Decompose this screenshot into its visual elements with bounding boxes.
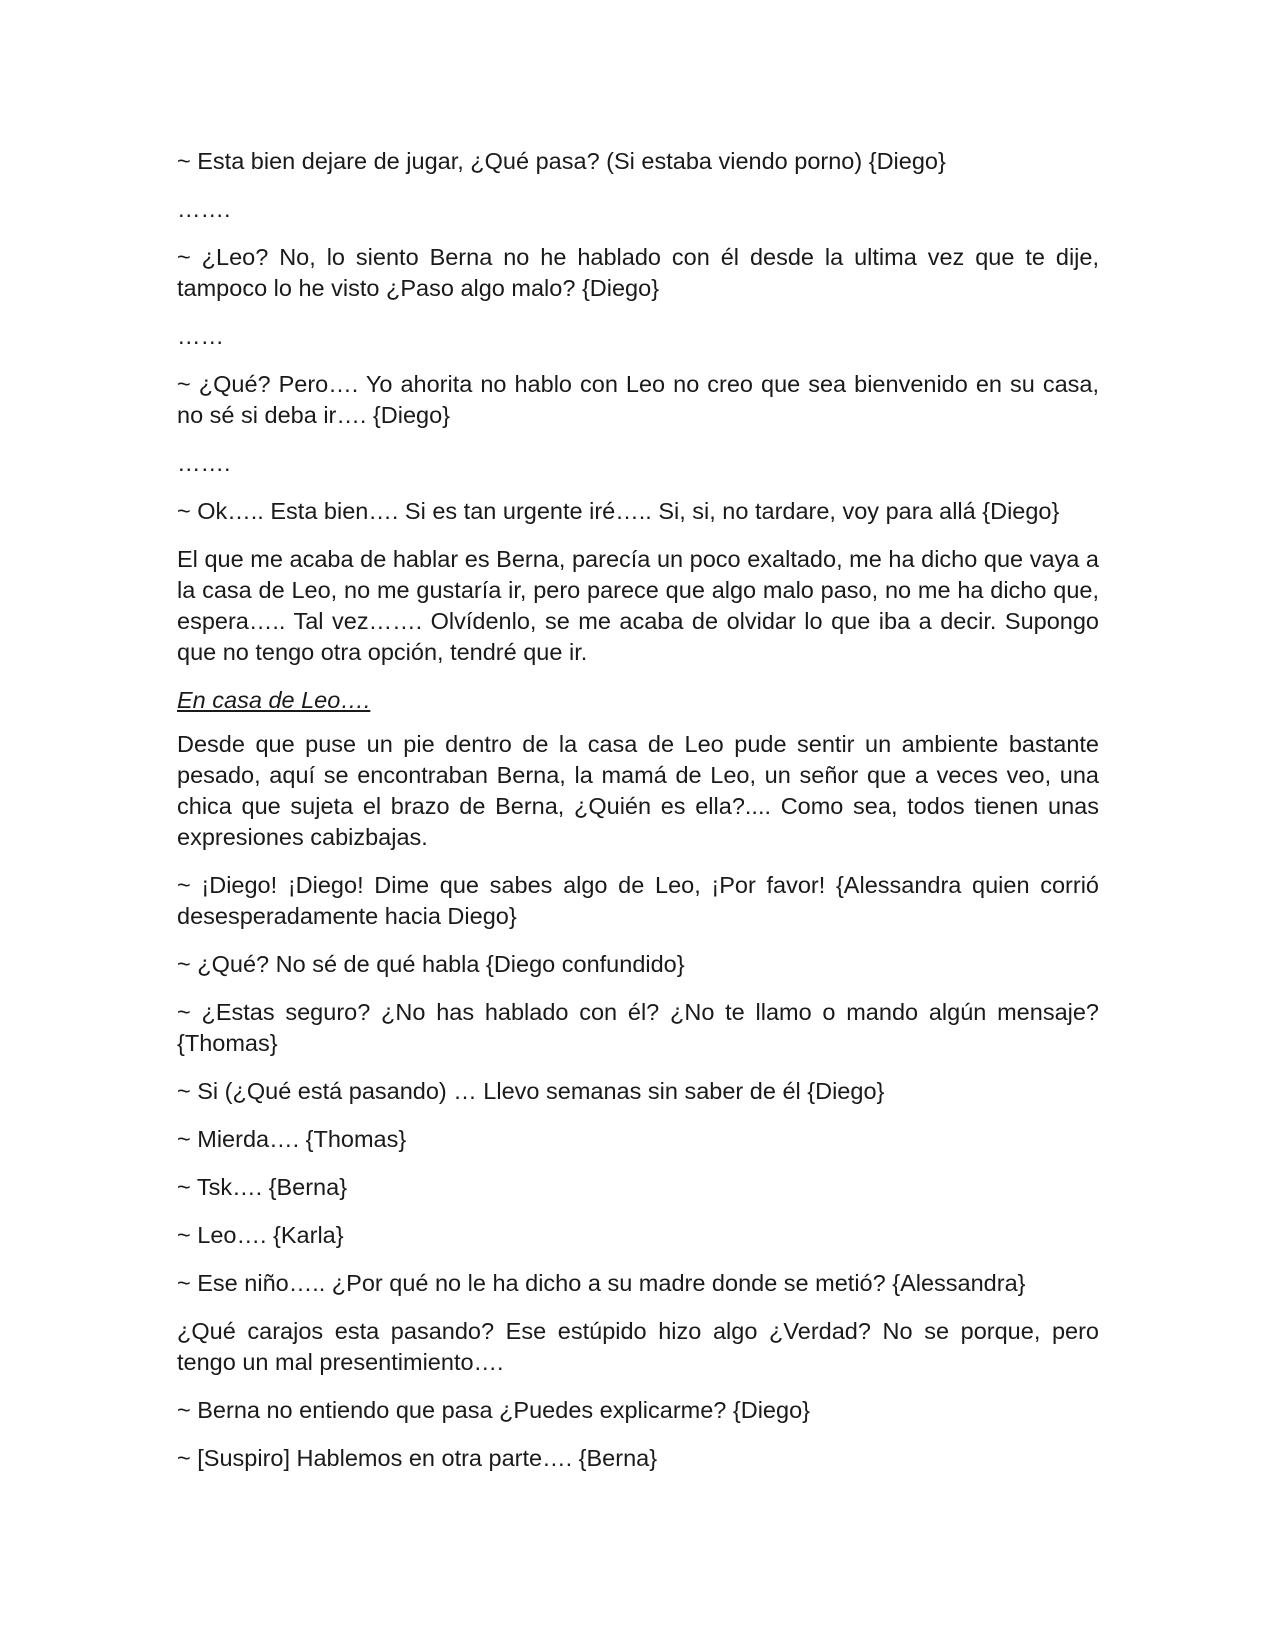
dialogue-line: ~ Esta bien dejare de jugar, ¿Qué pasa? (Si estaba viendo porno) {Diego}	[177, 148, 946, 174]
dialogue-line: ~ Tsk…. {Berna}	[177, 1174, 348, 1200]
dialogue-line: ~ Mierda…. {Thomas}	[177, 1126, 407, 1152]
dialogue-line: ~ Leo…. {Karla}	[177, 1222, 344, 1248]
dialogue-line: ~ ¡Diego! ¡Diego! Dime que sabes algo de Leo, ¡Por favor! {Alessandra quien corrió desesperadamente hacia Diego}	[177, 872, 1099, 929]
dialogue-line: ~ Si (¿Qué está pasando) … Llevo semanas sin saber de él {Diego}	[177, 1078, 885, 1104]
ellipsis-line: ……	[177, 323, 224, 349]
dialogue-line: ~ Berna no entiendo que pasa ¿Puedes explicarme? {Diego}	[177, 1397, 810, 1423]
dialogue-line: ~ ¿Qué? Pero…. Yo ahorita no hablo con Leo no creo que sea bienvenido en su casa, no sé si deba ir…. {Diego}	[177, 371, 1099, 428]
ellipsis-line: …….	[177, 196, 231, 222]
narration-paragraph: ¿Qué carajos esta pasando? Ese estúpido hizo algo ¿Verdad? No se porque, pero tengo un mal presentimiento….	[177, 1318, 1099, 1375]
ellipsis-line: …….	[177, 450, 231, 476]
dialogue-line: ~ Ok….. Esta bien…. Si es tan urgente iré….. Si, si, no tardare, voy para allá {Diego}	[177, 498, 1060, 524]
dialogue-line: ~ [Suspiro] Hablemos en otra parte…. {Berna}	[177, 1445, 658, 1471]
dialogue-line: ~ ¿Estas seguro? ¿No has hablado con él? ¿No te llamo o mando algún mensaje? {Thomas}	[177, 999, 1099, 1056]
dialogue-line: ~ Ese niño….. ¿Por qué no le ha dicho a su madre donde se metió? {Alessandra}	[177, 1270, 1026, 1296]
dialogue-line: ~ ¿Leo? No, lo siento Berna no he hablado con él desde la ultima vez que te dije, tampoco lo he visto ¿Paso algo malo? {Diego}	[177, 244, 1099, 301]
narration-paragraph: Desde que puse un pie dentro de la casa de Leo pude sentir un ambiente bastante pesado, aquí se encontraban Berna, la mamá de Leo, un señor que a veces veo, una chica que sujeta el brazo de Berna, ¿Quién es ella?.... Como sea, todos tienen unas expresiones cabizbajas.	[177, 731, 1099, 850]
scene-heading: En casa de Leo….	[177, 687, 371, 713]
dialogue-line: ~ ¿Qué? No sé de qué habla {Diego confundido}	[177, 951, 685, 977]
document-page	[177, 146, 1099, 1491]
narration-paragraph: El que me acaba de hablar es Berna, parecía un poco exaltado, me ha dicho que vaya a la casa de Leo, no me gustaría ir, pero parece que algo malo paso, no me ha dicho que, espera….. Tal vez……. Olvídenlo, se me acaba de olvidar lo que iba a decir. Supongo que no tengo otra opción, tendré que ir.	[177, 546, 1099, 665]
